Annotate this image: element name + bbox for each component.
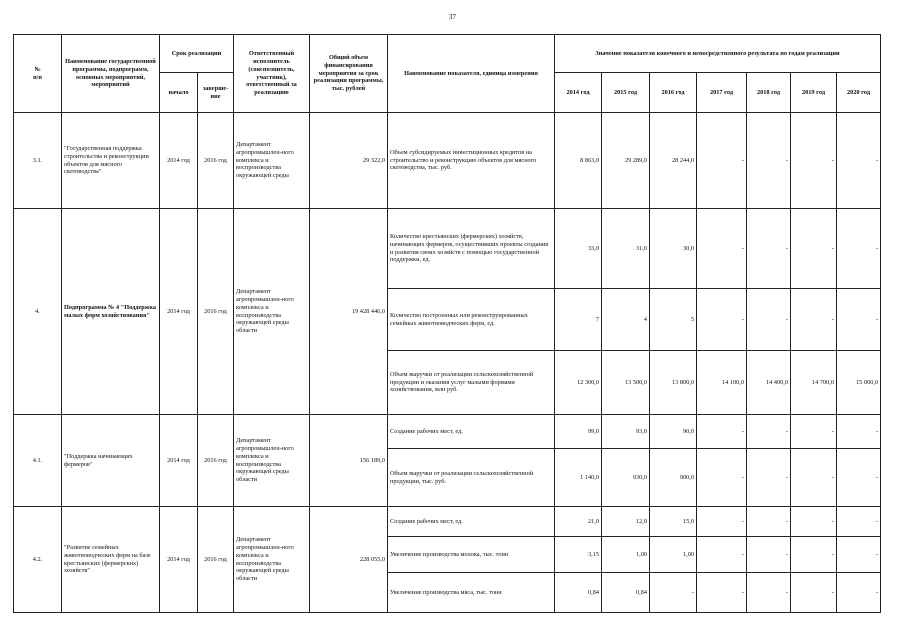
indicator-value: - [697,113,747,209]
indicator-value: 15,0 [650,507,697,537]
indicator-value: - [697,209,747,289]
indicator-value: - [837,449,881,507]
indicator-value: - [747,537,791,573]
header-year: 2016 год [650,73,697,113]
header-end: заверше-ние [198,73,234,113]
indicator-value: - [747,113,791,209]
header-values-title: Значение показателя конечного и непосредственного результата по годам реализации [555,35,881,73]
indicator-value: - [697,507,747,537]
row-executor: Департамент агропромышлен-ного комплекса и воспроизводства окружающей среды области [234,209,310,415]
indicator-value: - [747,449,791,507]
page-number: 37 [449,13,456,21]
indicator-value: - [791,537,837,573]
indicator-value: - [837,113,881,209]
indicator-value: - [837,415,881,449]
row-start: 2014 год [160,415,198,507]
indicator-value: 14 700,0 [791,351,837,415]
indicator-value: 4 [602,289,650,351]
header-year: 2020 год [837,73,881,113]
indicator-value: 99,0 [555,415,602,449]
row-end: 2016 год [198,113,234,209]
row-volume: 156 189,0 [310,415,388,507]
header-volume: Общий объем финансирования мероприятия за срок реализации программы, тыс. рублей [310,35,388,113]
indicator-value: - [791,289,837,351]
row-number: 4. [14,209,62,415]
row-executor: Департамент агропромышлен-ного комплекса и воспроизводства окружающей среды [234,113,310,209]
row-start: 2014 год [160,507,198,613]
row-volume: 19 428 446,0 [310,209,388,415]
row-name: "Развитие семейных животноводческих ферм на базе крестьянских (фермерских) хозяйств" [62,507,160,613]
indicator-value: 90,0 [650,415,697,449]
indicator-value: 900,0 [650,449,697,507]
row-volume: 228 055,0 [310,507,388,613]
indicator-name: Увеличение производства молока, тыс. тонн [388,537,555,573]
indicator-value: 12 300,0 [555,351,602,415]
indicator-value: 29 289,0 [602,113,650,209]
indicator-value: - [650,573,697,613]
indicator-value: 31,0 [602,209,650,289]
indicator-value: - [747,507,791,537]
indicator-value: - [747,415,791,449]
header-executor: Ответственный исполнитель (соисполнитель, участник), ответственный за реализацию [234,35,310,113]
indicator-value: - [747,289,791,351]
indicator-name: Количество крестьянских (фермерских) хозяйств, начинающих фермеров, осуществивших проекты создания и развития своих хозяйств с помощью государственной поддержки, ед. [388,209,555,289]
table-row [14,209,881,289]
row-name: Подпрограмма № 4 "Поддержка малых форм хозяйствования" [62,209,160,415]
indicator-value: - [791,449,837,507]
table-row [14,507,881,537]
indicator-name: Создание рабочих мест, ед. [388,507,555,537]
indicator-name: Объем субсидируемых инвестиционных кредитов на строительство и реконструкцию объектов для мясного скотоводства, тыс. руб. [388,113,555,209]
indicator-value: 5 [650,289,697,351]
row-executor: Департамент агропромышлен-ного комплекса и воспроизводства окружающей среды области [234,415,310,507]
indicator-name: Объем выручки от реализации сельскохозяйственной продукции, тыс. руб. [388,449,555,507]
indicator-value: - [697,415,747,449]
indicator-value: 12,0 [602,507,650,537]
indicator-value: - [791,507,837,537]
table-row [14,113,881,209]
header-year: 2015 год [602,73,650,113]
indicator-value: 1 140,0 [555,449,602,507]
row-number: 4.2. [14,507,62,613]
indicator-value: 8 863,0 [555,113,602,209]
indicator-value: 15 000,0 [837,351,881,415]
row-name: "Государственная поддержка строительства и реконструкции объектов для мясного скотоводства" [62,113,160,209]
row-end: 2016 год [198,507,234,613]
indicator-value: 13 800,0 [650,351,697,415]
results-table [13,34,881,613]
header-indicator: Наименование показателя, единица измерения [388,35,555,113]
indicator-value: 33,0 [555,209,602,289]
indicator-name: Количество построенных или реконструированных семейных животноводческих ферм, ед. [388,289,555,351]
row-executor: Департамент агропромышлен-ного комплекса и воспроизводства окружающей среды области [234,507,310,613]
indicator-value: - [697,449,747,507]
indicator-value: 7 [555,289,602,351]
indicator-value: - [837,209,881,289]
indicator-value: 30,0 [650,209,697,289]
indicator-value: 0,84 [555,573,602,613]
indicator-value: - [837,573,881,613]
header-year: 2014 год [555,73,602,113]
indicator-value: 14 400,0 [747,351,791,415]
header-year: 2018 год [747,73,791,113]
indicator-value: - [837,289,881,351]
indicator-name: Объем выручки от реализации сельскохозяйственной продукции и оказания услуг малыми формами хозяйствования, млн руб. [388,351,555,415]
indicator-value: 930,0 [602,449,650,507]
indicator-value: - [697,537,747,573]
indicator-value: - [747,209,791,289]
indicator-value: 21,0 [555,507,602,537]
indicator-value: - [791,415,837,449]
indicator-value: - [697,289,747,351]
row-number: 4.1. [14,415,62,507]
indicator-value: 3,15 [555,537,602,573]
indicator-value: 13 500,0 [602,351,650,415]
indicator-value: 0,84 [602,573,650,613]
header-start: начало [160,73,198,113]
header-name: Наименование государственной программы, подпрограмм, основных мероприятий, мероприятий [62,35,160,113]
indicator-value: 1,00 [650,537,697,573]
header-term: Срок реализации [160,35,234,73]
row-start: 2014 год [160,113,198,209]
indicator-value: - [791,573,837,613]
header-no: № п/п [14,35,62,113]
row-end: 2016 год [198,415,234,507]
indicator-value: - [791,209,837,289]
indicator-value: 93,0 [602,415,650,449]
indicator-value: - [837,507,881,537]
indicator-value: 1,00 [602,537,650,573]
row-start: 2014 год [160,209,198,415]
indicator-value: 28 244,0 [650,113,697,209]
indicator-name: Увеличение производства мяса, тыс. тонн [388,573,555,613]
table-row [14,415,881,449]
header-year: 2019 год [791,73,837,113]
row-name: "Поддержка начинающих фермеров" [62,415,160,507]
indicator-name: Создание рабочих мест, ед. [388,415,555,449]
indicator-value: - [747,573,791,613]
indicator-value: 14 100,0 [697,351,747,415]
indicator-value: - [791,113,837,209]
header-year: 2017 год [697,73,747,113]
row-end: 2016 год [198,209,234,415]
row-volume: 29 322,0 [310,113,388,209]
row-number: 3.1. [14,113,62,209]
indicator-value: - [697,573,747,613]
indicator-value: - [837,537,881,573]
